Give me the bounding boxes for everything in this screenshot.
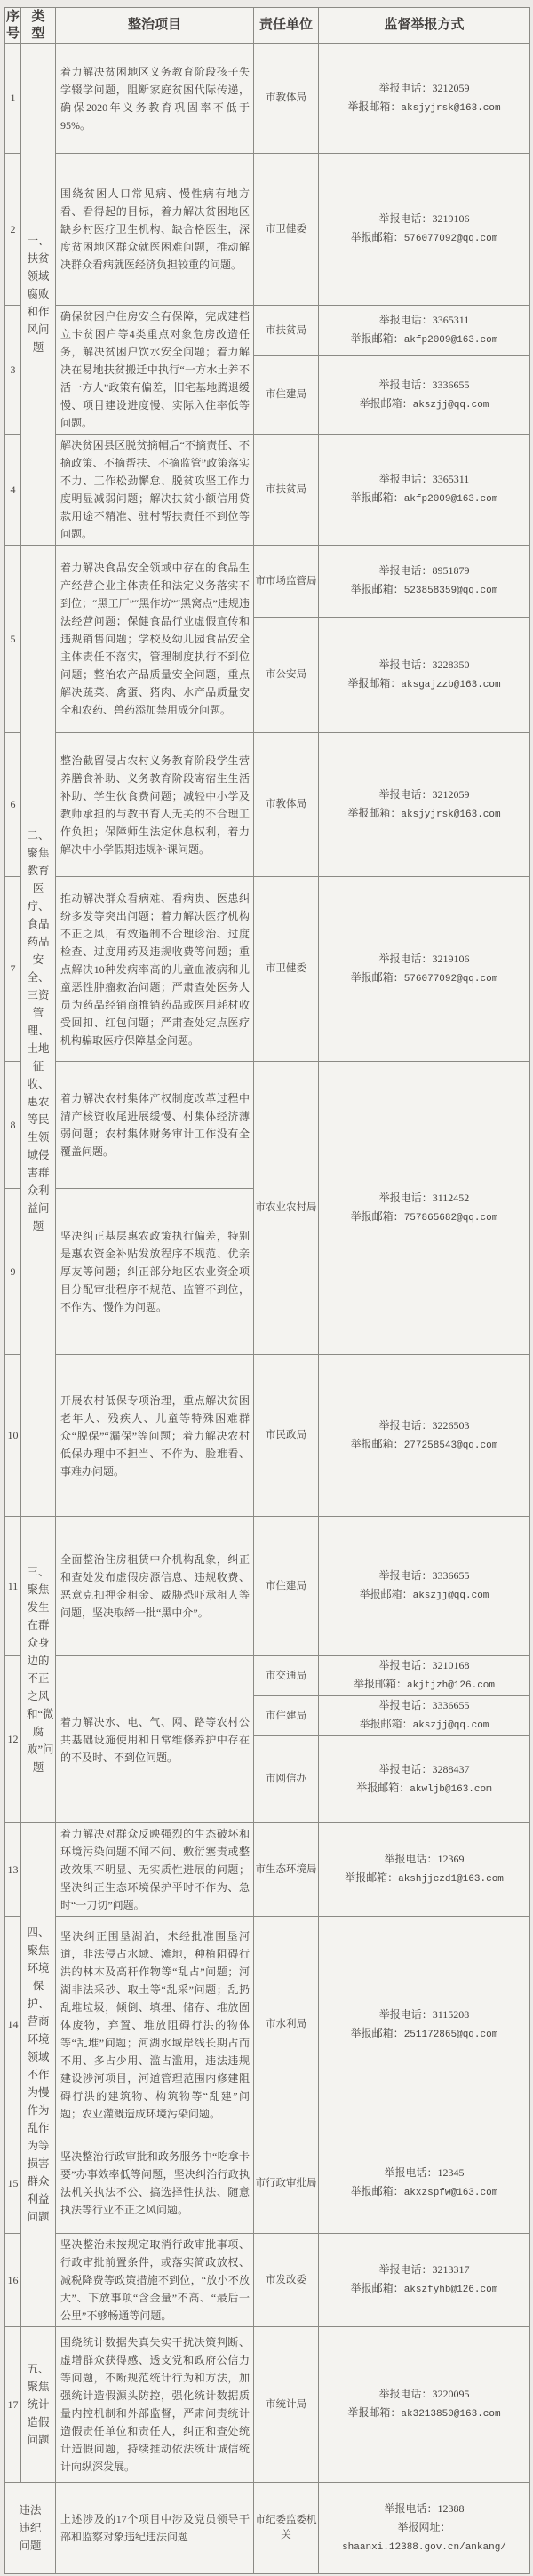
unit-cell: 市纪委监委机关: [254, 2483, 319, 2574]
phone-value: 3212059: [432, 787, 470, 801]
email-line: [321, 489, 528, 509]
email-value: 757865682@qq.com: [403, 1212, 498, 1224]
phone-value: 3365311: [432, 473, 470, 485]
phone-line: [321, 2006, 528, 2024]
email-value: 576077092@qq.com: [403, 234, 498, 244]
project-cell: 上述涉及的17个项目中涉及党员领导干部和监察对象违纪违法问题: [56, 2483, 254, 2574]
phone-value: 3212059: [432, 81, 470, 94]
phone-value: 8951879: [432, 564, 470, 577]
email-label: 举报邮箱：: [353, 1678, 407, 1690]
email-label: 举报邮箱：: [347, 100, 402, 113]
table-row: [5, 2133, 530, 2234]
phone-value: 3336655: [432, 1569, 470, 1582]
report-cell: [319, 2327, 530, 2483]
phone-line: [321, 311, 528, 330]
report-cell: [319, 1696, 530, 1736]
table-row: [5, 306, 530, 356]
unit-cell: 市统计局: [254, 2327, 319, 2483]
project-cell: 坚决纠正基层惠农政策执行偏差，特别是惠农资金补贴发放程序不规范、优亲厚友等问题；纠正部分地区农业资金项目分配审批程序不规范、监管不到位，不作为、慢作为问题。: [56, 1189, 254, 1355]
report-cell: [319, 1062, 530, 1355]
phone-line: [321, 1189, 528, 1208]
project-cell: 围绕贫困人口常见病、慢性病有地方看、看得起的目标，着力解决贫困地区缺乡村医疗卫生机构、缺合格医生，深度贫困地区群众就医困难问题，推动解决群众看病就医经济负担较重的问题。: [56, 154, 254, 306]
project-cell: 着力解决农村集体产权制度改革过程中清产核资收尾进展缓慢、村集体经济薄弱问题；农村集体财务审计工作没有全覆盖问题。: [56, 1062, 254, 1189]
email-label: 举报邮箱：: [350, 1437, 404, 1450]
email-value: akszjj@qq.com: [412, 1720, 489, 1731]
email-value: akszjj@qq.com: [412, 399, 489, 411]
web-label: 举报网址：: [397, 2520, 451, 2533]
email-label: 举报邮箱：: [350, 1209, 404, 1223]
report-cell: [319, 1517, 530, 1656]
phone-line: [321, 2385, 528, 2404]
phone-value: 3226503: [432, 1418, 470, 1432]
email-value: 523858359@qq.com: [403, 586, 498, 596]
report-cell: [319, 306, 530, 356]
unit-cell: 市农业农村局: [254, 1062, 319, 1355]
phone-value: 3219106: [432, 212, 470, 225]
phone-line: [321, 1850, 528, 1869]
unit-cell: 市住建局: [254, 1696, 319, 1736]
web-label-line: [321, 2518, 528, 2537]
type-group-3: 三、聚焦发生在群众身边的不正之风和“微腐败”问题: [21, 1517, 56, 1823]
phone-label: 举报电话：: [378, 1191, 433, 1204]
report-cell: [319, 2133, 530, 2234]
unit-cell: 市行政审批局: [254, 2133, 319, 2234]
header-unit: 责任单位: [254, 8, 319, 44]
email-value: akxzspfw@163.com: [403, 2188, 498, 2198]
email-label: 举报邮箱：: [350, 2185, 404, 2197]
email-value: aksjyjrsk@163.com: [401, 809, 501, 820]
row-no: 1: [5, 44, 21, 154]
email-line: [321, 1869, 528, 1889]
phone-value: 3336655: [432, 1699, 470, 1711]
unit-cell: 市水利局: [254, 1917, 319, 2133]
email-line: [321, 2404, 528, 2424]
phone-label: 举报电话：: [378, 1569, 433, 1582]
web-url-line: [321, 2537, 528, 2557]
email-label: 举报邮箱：: [356, 1781, 410, 1794]
project-cell: 全面整治住房租赁中介机构乱象，纠正和查处发布虚假房源信息、违规收费、恶意克扣押金租金、威胁恐吓承租人等问题，坚决取缔一批“黑中介”。: [56, 1517, 254, 1656]
phone-line: [321, 2164, 528, 2182]
unit-cell: 市公安局: [254, 618, 319, 733]
email-value: 576077092@qq.com: [403, 973, 498, 985]
header-type: 类型: [21, 8, 56, 44]
phone-label: 举报电话：: [378, 378, 433, 391]
header-report: 监督举报方式: [319, 8, 530, 44]
phone-value: 3228350: [432, 658, 470, 671]
unit-cell: 市民政局: [254, 1355, 319, 1517]
email-label: 举报邮箱：: [359, 1588, 413, 1600]
email-line: [321, 969, 528, 989]
phone-line: [321, 786, 528, 804]
email-line: [321, 1675, 528, 1695]
type-group-1: 一、扶贫领域腐败和作风问题: [21, 44, 56, 546]
report-cell: [319, 2234, 530, 2327]
phone-line: [321, 2500, 528, 2518]
email-value: 277258543@qq.com: [403, 1440, 498, 1451]
email-label: 举报邮箱：: [359, 396, 413, 410]
email-line: [321, 1779, 528, 1799]
type-group-4: 四、聚焦环境保护、营商环境领域不作为慢作为乱作为等损害群众利益问题: [21, 1823, 56, 2327]
phone-value: 3115208: [432, 2007, 470, 2021]
phone-label: 举报电话：: [378, 1699, 433, 1711]
project-cell: 坚决整治未按规定取消行政审批事项、行政审批前置条件，或落实简政放权、减税降费等政策措施不到位，“放小不放大”、下放事项“含金量”不高、“最后一公里”不够畅通等问题。: [56, 2234, 254, 2327]
phone-label: 举报电话：: [378, 952, 433, 965]
row-no: 7: [5, 877, 21, 1062]
table-row: [5, 1917, 530, 2133]
email-label: 举报邮箱：: [350, 332, 404, 346]
phone-value: 3219106: [432, 952, 470, 965]
row-no: 6: [5, 733, 21, 877]
phone-label: 举报电话：: [378, 212, 433, 225]
email-value: akszfyhb@126.com: [403, 2285, 498, 2295]
table-row: [5, 154, 530, 306]
email-label: 举报邮箱：: [347, 676, 402, 690]
row-no: 12: [5, 1656, 21, 1823]
project-cell: 着力解决对群众反映强烈的生态破坏和环境污染问题不闻不问、敷衍塞责或整改效果不明显、无实质性进展的问题；坚决纠正生态环境保护平时不作为、急时“一刀切”问题。: [56, 1823, 254, 1917]
project-cell: 围绕统计数据失真失实干扰决策判断、虚增群众获得感、透支党和政府公信力等问题，不断规范统计行为和方法，加强统计造假源头防控，强化统计数据质量内控机制和外部监督，严肃问责统计造假责任单位和责任人，纠正和查处统计造假问题，持续推动依法统计诚信统计向纵深发展。: [56, 2327, 254, 2483]
phone-label: 举报电话：: [378, 314, 433, 327]
report-cell: [319, 618, 530, 733]
project-cell: 推动解决群众看病难、看病贵、医患纠纷多发等突出问题；着力解决医疗机构不正之风，有效遏制不合理诊治、过度检查、过度用药及违规收费等问题；重点解决10种发病率高的儿童血液病和儿童恶性肿瘤救治问题；严肃查处医务人员为药品经销商推销药品或医用耗材收受回扣、红包问题；严肃查处定点医疗机构骗取医疗保障基金问题。: [56, 877, 254, 1062]
email-line: [321, 674, 528, 695]
phone-value: 3336655: [432, 378, 470, 391]
email-label: 举报邮箱：: [350, 583, 404, 595]
email-line: [321, 580, 528, 601]
row-no: 3: [5, 306, 21, 435]
unit-cell: 市市场监管局: [254, 546, 319, 618]
table-row: [5, 435, 530, 546]
row-no: 17: [5, 2327, 21, 2483]
email-value: aksgajzzb@163.com: [401, 679, 501, 690]
email-line: [321, 1715, 528, 1735]
phone-line: [321, 1567, 528, 1585]
email-value: akfp2009@163.com: [403, 335, 498, 347]
row-no: 11: [5, 1517, 21, 1656]
table-footer-row: [5, 2483, 530, 2574]
row-no: 13: [5, 1823, 21, 1917]
project-cell: 着力解决贫困地区义务教育阶段孩子失学辍学问题，阻断家庭贫困代际传递，确保2020年义务教育巩固率不低于95%。: [56, 44, 254, 154]
type-group-5: 五、聚焦统计造假问题: [21, 2327, 56, 2483]
unit-cell: 市发改委: [254, 2234, 319, 2327]
report-cell: [319, 1355, 530, 1517]
phone-label: 举报电话：: [378, 2007, 433, 2021]
report-cell: [319, 44, 530, 154]
row-no: 8: [5, 1062, 21, 1189]
report-cell: [319, 877, 530, 1062]
email-line: [321, 395, 528, 415]
phone-value: 3112452: [432, 1191, 470, 1204]
report-cell: [319, 546, 530, 618]
phone-line: [321, 1656, 528, 1675]
unit-cell: 市住建局: [254, 356, 319, 435]
unit-cell: 市卫健委: [254, 154, 319, 306]
table-row: [5, 733, 530, 877]
row-no: 10: [5, 1355, 21, 1517]
phone-label: 举报电话：: [378, 564, 433, 577]
phone-label: 举报电话：: [384, 2166, 438, 2179]
report-cell: [319, 1736, 530, 1823]
phone-label: 举报电话：: [378, 1659, 433, 1671]
table-row: [5, 1823, 530, 1917]
phone-label: 举报电话：: [378, 1418, 433, 1432]
table-row: [5, 1355, 530, 1517]
email-line: [321, 804, 528, 825]
phone-label: 举报电话：: [378, 473, 433, 485]
table-header-row: [5, 8, 530, 44]
email-value: 251172865@qq.com: [403, 2029, 498, 2040]
email-line: [321, 1585, 528, 1606]
project-cell: 着力解决食品安全领域中存在的食品生产经营企业主体责任和法定义务落实不到位；“黑工厂”“黑作坊”“黑窝点”违规违法经营问题；保健食品行业虚假宣传和违规销售问题；学校及幼儿园食品安全主体责任不落实，管理制度执行不到位问题；整治农产品质量安全问题，重点解决蔬菜、禽蛋、猪肉、水产品质量安全和农药、兽药添加禁用成分问题。: [56, 546, 254, 733]
phone-line: [321, 376, 528, 395]
email-label: 举报邮箱：: [347, 806, 402, 819]
phone-line: [321, 656, 528, 674]
unit-cell: 市教体局: [254, 44, 319, 154]
row-no: 15: [5, 2133, 21, 2234]
phone-line: [321, 1416, 528, 1435]
phone-line: [321, 1696, 528, 1715]
email-label: 举报邮箱：: [359, 1718, 413, 1730]
phone-value: 3365311: [432, 314, 470, 327]
phone-line: [321, 79, 528, 98]
header-no: 序号: [5, 8, 21, 44]
email-value: ak3213850@163.com: [401, 2409, 501, 2420]
row-no: 2: [5, 154, 21, 306]
email-value: akshjjczd1@163.com: [398, 1874, 504, 1885]
email-value: akwljb@163.com: [410, 1783, 492, 1795]
phone-line: [321, 470, 528, 489]
table-row: [5, 2327, 530, 2483]
row-no: 14: [5, 1917, 21, 2133]
report-cell: [319, 435, 530, 546]
type-group-2: 二、聚焦教育医疗、食品药品安全、三资管理、土地征收、惠农等民生领域侵害群众利益问题: [21, 546, 56, 1517]
unit-cell: 市扶贫局: [254, 435, 319, 546]
table-row: [5, 877, 530, 1062]
email-value: akfp2009@163.com: [403, 494, 498, 505]
table-row: [5, 1062, 530, 1189]
project-cell: 开展农村低保专项治理，重点解决贫困老年人、残疾人、儿童等特殊困难群众“脱保”“漏保”等问题；着力解决农村低保办理中不担当、不作为、脸难看、事难办问题。: [56, 1355, 254, 1517]
header-project: 整治项目: [56, 8, 254, 44]
phone-label: 举报电话：: [378, 1762, 433, 1775]
phone-line: [321, 562, 528, 580]
table-row: [5, 1656, 530, 1696]
report-cell: [319, 154, 530, 306]
unit-cell: 市网信办: [254, 1736, 319, 1823]
email-label: 举报邮箱：: [350, 970, 404, 984]
project-cell: 确保贫困户住房安全有保障，完成建档立卡贫困户等4类重点对象危房改造任务，解决贫困户饮水安全问题；着力解决在易地扶贫搬迁中执行“一方水土养不活一方人”政策有偏差，旧宅基地腾退缓慢、项目建设进度慢、实际入住率低等问题。: [56, 306, 254, 435]
table-row: [5, 546, 530, 618]
report-cell: [319, 356, 530, 435]
phone-label: 举报电话：: [378, 81, 433, 94]
unit-cell: 市交通局: [254, 1656, 319, 1696]
row-no: 4: [5, 435, 21, 546]
phone-line: [321, 210, 528, 228]
email-label: 举报邮箱：: [350, 491, 404, 504]
email-label: 举报邮箱：: [350, 231, 404, 243]
table-row: [5, 2234, 530, 2327]
project-cell: 解决贫困县区脱贫摘帽后“不摘责任、不摘政策、不摘帮扶、不摘监管”政策落实不力、工作松劲懈怠、脱贫攻坚工作力度明显减弱问题；解决扶贫小额信用贷款用途不精准、驻村帮扶责任不到位等问题。: [56, 435, 254, 546]
row-no: 16: [5, 2234, 21, 2327]
phone-value: 3210168: [432, 1659, 470, 1671]
email-line: [321, 2182, 528, 2203]
email-label: 举报邮箱：: [347, 2406, 402, 2419]
email-line: [321, 2024, 528, 2045]
phone-label: 举报电话：: [384, 2501, 438, 2515]
unit-cell: 市卫健委: [254, 877, 319, 1062]
report-cell: [319, 733, 530, 877]
phone-line: [321, 1760, 528, 1779]
phone-label: 举报电话：: [378, 2263, 433, 2276]
phone-label: 举报电话：: [378, 658, 433, 671]
footer-type-cell: 违法违纪问题: [5, 2483, 56, 2574]
phone-line: [321, 950, 528, 969]
email-label: 举报邮箱：: [350, 2282, 404, 2294]
project-cell: 着力解决水、电、气、网、路等农村公共基础设施使用和日常维修养护中存在的不及时、不到位问题。: [56, 1656, 254, 1823]
email-label: 举报邮箱：: [350, 2026, 404, 2039]
email-line: [321, 98, 528, 118]
project-cell: 坚决整治行政审批和政务服务中“吃拿卡要”办事效率低等问题，坚决纠治行政执法机关执法不公、搞选择性执法、随意执法等行业不正之风问题。: [56, 2133, 254, 2234]
phone-label: 举报电话：: [384, 1853, 438, 1865]
phone-label: 举报电话：: [378, 2388, 433, 2400]
unit-cell: 市生态环境局: [254, 1823, 319, 1917]
report-cell: [319, 2483, 530, 2574]
unit-cell: 市住建局: [254, 1517, 319, 1656]
phone-value: 12345: [437, 2166, 465, 2179]
email-value: aksjyjrsk@163.com: [401, 102, 501, 114]
project-cell: 整治截留侵占农村义务教育阶段学生营养膳食补助、义务教育阶段寄宿生生活补助、学生伙食费问题；减轻中小学及教师承担的与教书育人无关的不合理工作负担；保障师生法定休息权利，着力解决中小学假期违规补课问题。: [56, 733, 254, 877]
email-value: akszjj@qq.com: [412, 1591, 489, 1601]
email-line: [321, 1435, 528, 1455]
table-row: [5, 44, 530, 154]
email-value: akjtjzh@126.com: [406, 1680, 496, 1691]
unit-cell: 市教体局: [254, 733, 319, 877]
email-line: [321, 330, 528, 350]
row-no: 9: [5, 1189, 21, 1355]
web-value: shaanxi.12388.gov.cn/ankang/: [342, 2541, 506, 2553]
phone-value: 12369: [437, 1853, 465, 1865]
report-cell: [319, 1917, 530, 2133]
phone-value: 3288437: [432, 1762, 470, 1775]
phone-label: 举报电话：: [378, 787, 433, 801]
project-cell: 坚决纠正围垦湖泊，未经批准围垦河道，非法侵占水域、滩地，种植阻碍行洪的林木及高秆作物等“乱占”问题；河湖非法采砂、取土等“乱采”问题；乱扔乱堆垃圾，倾倒、填埋、储存、堆放固体废物，弃置、堆放阻碍行洪的物体等“乱堆”问题；河湖水域岸线长期占而不用、多占少用、滥占滥用，违法违规建设涉河项目，河道管理范围内修建阻碍行洪的建筑物、构筑物等“乱建”问题；农业灌溉造成环境污染问题。: [56, 1917, 254, 2133]
phone-value: 12388: [437, 2501, 465, 2515]
unit-cell: 市扶贫局: [254, 306, 319, 356]
report-cell: [319, 1823, 530, 1917]
rectification-table: [4, 7, 530, 2574]
phone-line: [321, 2261, 528, 2279]
report-cell: [319, 1656, 530, 1696]
table-row: [5, 1517, 530, 1656]
email-line: [321, 2279, 528, 2300]
row-no: 5: [5, 546, 21, 733]
email-line: [321, 228, 528, 249]
email-label: 举报邮箱：: [345, 1871, 399, 1884]
phone-value: 3220095: [432, 2388, 470, 2400]
email-line: [321, 1208, 528, 1228]
phone-value: 3213317: [432, 2263, 470, 2276]
